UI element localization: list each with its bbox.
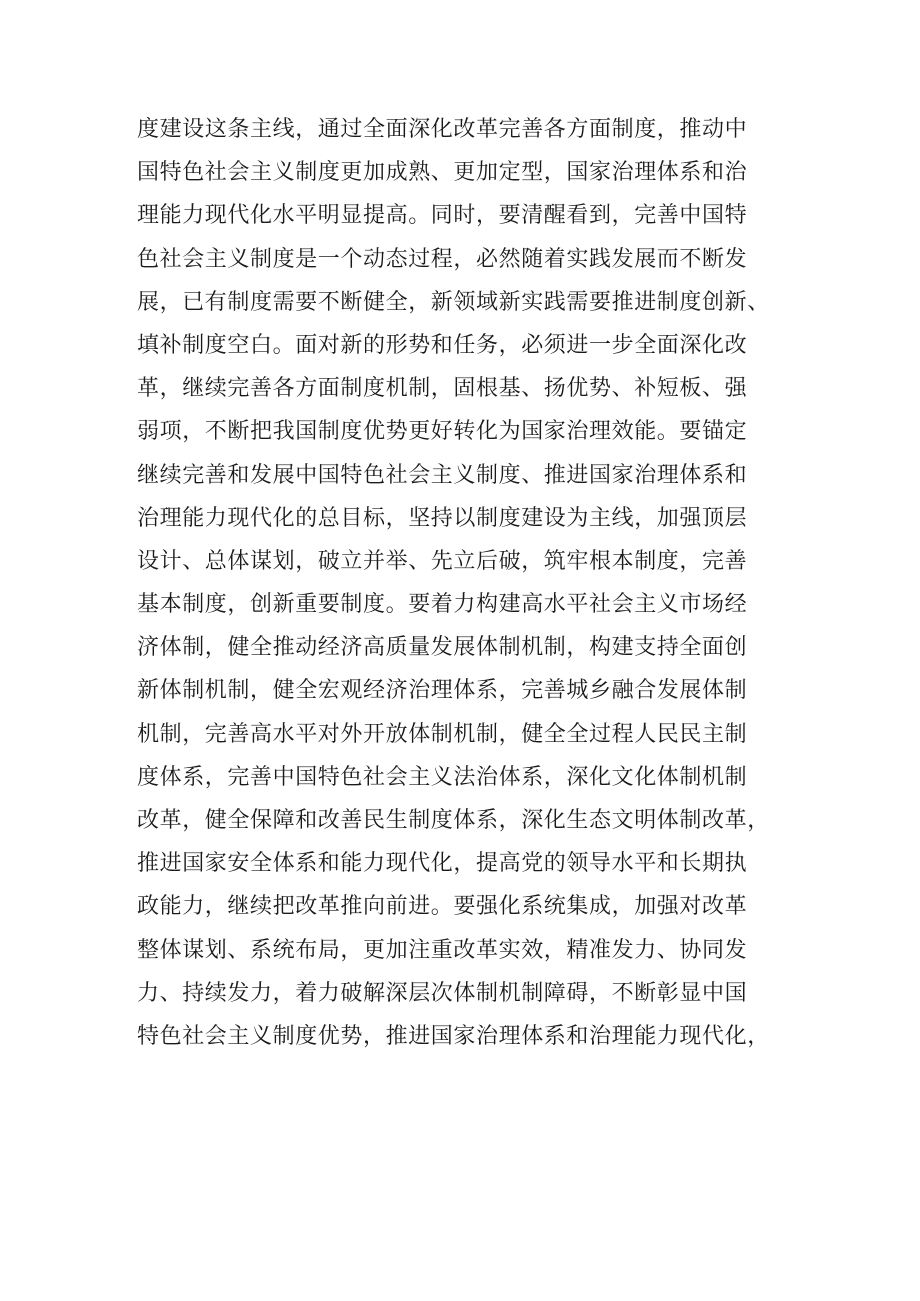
text-line: 济体制，健全推动经济高质量发展体制机制，构建支持全面创 — [137, 635, 748, 661]
text-line: 力、持续发力，着力破解深层次体制机制障碍，不断彰显中国 — [137, 980, 748, 1006]
text-line: 特色社会主义制度优势，推进国家治理体系和治理能力现代化， — [137, 1023, 770, 1049]
text-line: 政能力，继续把改革推向前进。要强化系统集成，加强对改革 — [137, 894, 748, 920]
text-line: 度建设这条主线，通过全面深化改革完善各方面制度，推动中 — [137, 117, 748, 142]
text-line: 基本制度，创新重要制度。要着力构建高水平社会主义市场经 — [137, 592, 748, 618]
text-line: 机制，完善高水平对外开放体制机制，健全全过程人民民主制 — [137, 721, 748, 747]
text-line: 国特色社会主义制度更加成熟、更加定型，国家治理体系和治 — [137, 160, 748, 186]
text-line: 继续完善和发展中国特色社会主义制度、推进国家治理体系和 — [137, 462, 748, 488]
text-line: 度体系，完善中国特色社会主义法治体系，深化文化体制机制 — [137, 764, 748, 790]
text-line: 治理能力现代化的总目标，坚持以制度建设为主线，加强顶层 — [137, 505, 748, 531]
text-line: 新体制机制，健全宏观经济治理体系，完善城乡融合发展体制 — [137, 678, 748, 704]
body-text — [137, 108, 777, 1058]
text-line: 整体谋划、系统布局，更加注重改革实效，精准发力、协同发 — [137, 937, 748, 963]
text-line: 理能力现代化水平明显提高。同时，要清醒看到，完善中国特 — [137, 203, 748, 229]
text-line: 革，继续完善各方面制度机制，固根基、扬优势、补短板、强 — [137, 376, 748, 402]
text-line: 色社会主义制度是一个动态过程，必然随着实践发展而不断发 — [137, 246, 748, 272]
text-line: 设计、总体谋划，破立并举、先立后破，筑牢根本制度，完善 — [137, 548, 748, 574]
text-line: 弱项，不断把我国制度优势更好转化为国家治理效能。要锚定 — [137, 419, 748, 445]
text-line: 推进国家安全体系和能力现代化，提高党的领导水平和长期执 — [137, 851, 748, 877]
text-line: 改革，健全保障和改善民生制度体系，深化生态文明体制改革， — [137, 808, 770, 833]
text-line: 填补制度空白。面对新的形势和任务，必须进一步全面深化改 — [137, 332, 748, 358]
text-line: 展，已有制度需要不断健全，新领域新实践需要推进制度创新、 — [137, 289, 770, 315]
